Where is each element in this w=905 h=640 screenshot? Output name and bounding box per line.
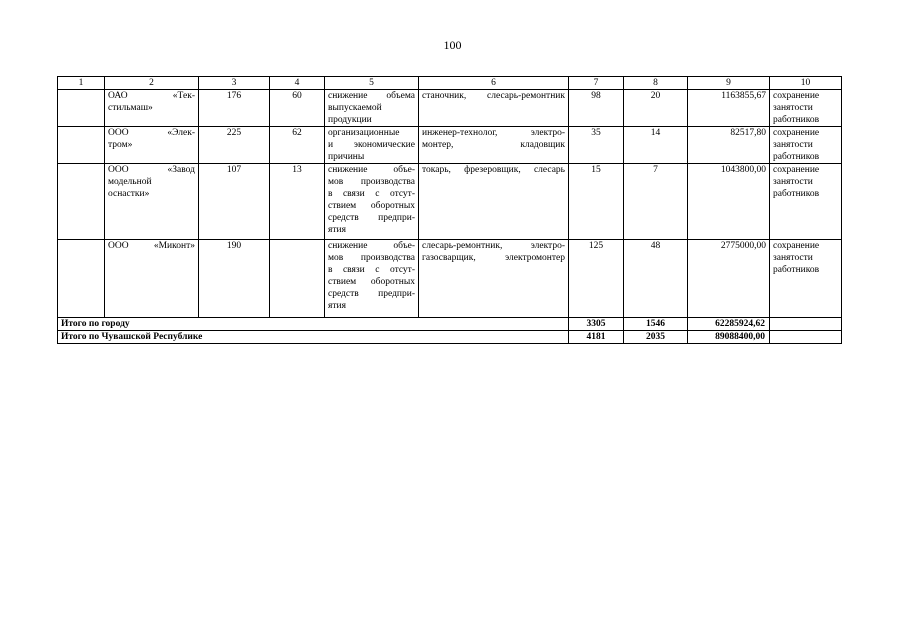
column-header: 5 bbox=[325, 77, 419, 90]
cell-amount: 1163855,67 bbox=[688, 90, 770, 127]
cell-col3: 190 bbox=[199, 240, 270, 318]
total-label: Итого по городу bbox=[58, 318, 569, 331]
cell-col3: 225 bbox=[199, 127, 270, 164]
cell-col4: 13 bbox=[270, 164, 325, 240]
cell-text-line: сохранение bbox=[773, 165, 820, 175]
total-col10 bbox=[770, 318, 842, 331]
cell-col8: 14 bbox=[624, 127, 688, 164]
cell-text-line: модельной bbox=[108, 177, 152, 187]
cell-measures bbox=[770, 90, 842, 127]
cell-text-line: работников bbox=[773, 265, 820, 275]
column-header: 9 bbox=[688, 77, 770, 90]
cell-text-line: снижение объе- bbox=[328, 241, 415, 251]
total-col8: 1546 bbox=[624, 318, 688, 331]
cell-amount: 2775000,00 bbox=[688, 240, 770, 318]
table-row bbox=[58, 164, 842, 240]
cell-organization bbox=[105, 164, 199, 240]
column-header: 6 bbox=[419, 77, 569, 90]
total-amount: 62285924,62 bbox=[688, 318, 770, 331]
cell-measures bbox=[770, 164, 842, 240]
total-col7: 3305 bbox=[569, 318, 624, 331]
column-header: 8 bbox=[624, 77, 688, 90]
cell-col8: 7 bbox=[624, 164, 688, 240]
cell-col4: 60 bbox=[270, 90, 325, 127]
cell-amount: 1043800,00 bbox=[688, 164, 770, 240]
cell-text-line: снижение объема bbox=[328, 91, 415, 101]
cell-text-line: ятия bbox=[328, 225, 346, 235]
cell-text-line: ООО «Завод bbox=[108, 165, 195, 175]
cell-text-line: сохранение bbox=[773, 128, 820, 138]
cell-text-line: сохранение bbox=[773, 241, 820, 251]
cell-reason bbox=[325, 164, 419, 240]
cell-text-line: работников bbox=[773, 189, 820, 199]
cell-text-line: работников bbox=[773, 152, 820, 162]
cell-col7: 35 bbox=[569, 127, 624, 164]
total-col7: 4181 bbox=[569, 331, 624, 344]
cell-col8: 20 bbox=[624, 90, 688, 127]
total-label: Итого по Чувашской Республике bbox=[58, 331, 569, 344]
cell-text-line: сохранение bbox=[773, 91, 820, 101]
cell-text-line: мов производства bbox=[328, 253, 415, 263]
cell-col8: 48 bbox=[624, 240, 688, 318]
cell-text-line: средств предпри- bbox=[328, 213, 415, 223]
cell-col4 bbox=[270, 240, 325, 318]
cell-text-line: в связи с отсут- bbox=[328, 265, 415, 275]
cell-text-line: и экономические bbox=[328, 140, 415, 150]
cell-text-line: ООО «Элек- bbox=[108, 128, 195, 138]
data-table bbox=[57, 76, 842, 344]
cell-professions bbox=[419, 240, 569, 318]
cell-reason bbox=[325, 90, 419, 127]
cell-measures bbox=[770, 127, 842, 164]
column-header: 4 bbox=[270, 77, 325, 90]
cell-text-line: продукции bbox=[328, 115, 372, 125]
cell-col3: 107 bbox=[199, 164, 270, 240]
cell-col1 bbox=[58, 240, 105, 318]
column-header: 7 bbox=[569, 77, 624, 90]
cell-professions bbox=[419, 164, 569, 240]
cell-text-line: ятия bbox=[328, 301, 346, 311]
page-number: 100 bbox=[443, 38, 462, 52]
cell-text-line: занятости bbox=[773, 253, 813, 263]
cell-text-line: занятости bbox=[773, 177, 813, 187]
cell-text-line: станочник, слесарь-ремонтник bbox=[422, 91, 565, 101]
cell-text-line: тром» bbox=[108, 140, 133, 150]
cell-organization bbox=[105, 127, 199, 164]
column-header: 3 bbox=[199, 77, 270, 90]
cell-text-line: занятости bbox=[773, 140, 813, 150]
column-header: 10 bbox=[770, 77, 842, 90]
cell-text-line: причины bbox=[328, 152, 365, 162]
cell-amount: 82517,80 bbox=[688, 127, 770, 164]
cell-col7: 98 bbox=[569, 90, 624, 127]
cell-col7: 125 bbox=[569, 240, 624, 318]
cell-text-line: занятости bbox=[773, 103, 813, 113]
cell-text-line: выпускаемой bbox=[328, 103, 382, 113]
cell-professions bbox=[419, 127, 569, 164]
cell-text-line: инженер-технолог, электро- bbox=[422, 128, 565, 138]
cell-text-line: оснастки» bbox=[108, 189, 150, 199]
cell-professions bbox=[419, 90, 569, 127]
cell-text-line: средств предпри- bbox=[328, 289, 415, 299]
cell-text-line: стильмаш» bbox=[108, 103, 153, 113]
cell-text-line: ОАО «Тек- bbox=[108, 91, 195, 101]
cell-text-line: в связи с отсут- bbox=[328, 189, 415, 199]
total-row bbox=[58, 331, 842, 344]
cell-col4: 62 bbox=[270, 127, 325, 164]
cell-text-line: монтер, кладовщик bbox=[422, 140, 565, 150]
cell-col1 bbox=[58, 164, 105, 240]
cell-organization bbox=[105, 240, 199, 318]
cell-text-line: организационные bbox=[328, 128, 400, 138]
total-row bbox=[58, 318, 842, 331]
column-header: 1 bbox=[58, 77, 105, 90]
cell-col7: 15 bbox=[569, 164, 624, 240]
table-row bbox=[58, 90, 842, 127]
column-number-row bbox=[58, 77, 842, 90]
cell-col3: 176 bbox=[199, 90, 270, 127]
cell-text-line: мов производства bbox=[328, 177, 415, 187]
cell-measures bbox=[770, 240, 842, 318]
cell-text-line: токарь, фрезеровщик, слесарь bbox=[422, 165, 565, 175]
cell-text-line: ООО «Миконт» bbox=[108, 241, 195, 251]
cell-text-line: ствием оборотных bbox=[328, 201, 415, 211]
column-header: 2 bbox=[105, 77, 199, 90]
cell-organization bbox=[105, 90, 199, 127]
cell-text-line: снижение объе- bbox=[328, 165, 415, 175]
cell-col1 bbox=[58, 127, 105, 164]
table-row bbox=[58, 127, 842, 164]
total-col8: 2035 bbox=[624, 331, 688, 344]
cell-text-line: работников bbox=[773, 115, 820, 125]
cell-text-line: слесарь-ремонтник, электро- bbox=[422, 241, 565, 251]
cell-reason bbox=[325, 240, 419, 318]
cell-text-line: газосварщик, электромонтер bbox=[422, 253, 565, 263]
total-amount: 89088400,00 bbox=[688, 331, 770, 344]
total-rows bbox=[58, 318, 842, 344]
cell-text-line: ствием оборотных bbox=[328, 277, 415, 287]
cell-reason bbox=[325, 127, 419, 164]
data-rows bbox=[58, 90, 842, 318]
cell-col1 bbox=[58, 90, 105, 127]
table-row bbox=[58, 240, 842, 318]
total-col10 bbox=[770, 331, 842, 344]
